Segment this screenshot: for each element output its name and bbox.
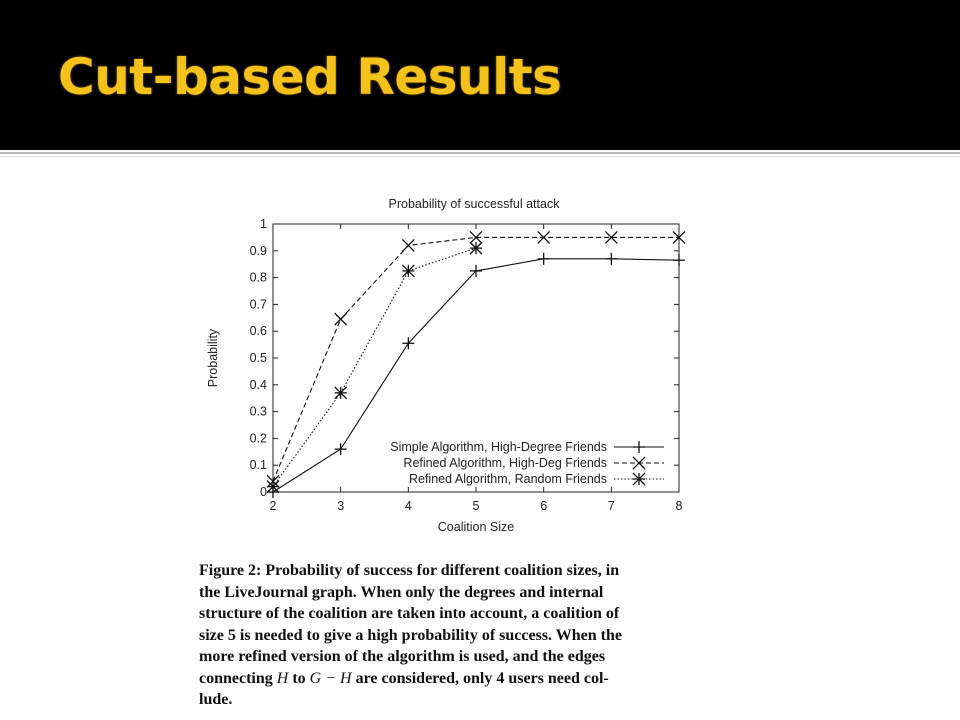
x-tick-label: 5 <box>472 499 480 513</box>
y-tick-label: 0.3 <box>249 404 267 419</box>
caption-line: more refined version of the algorithm is used, and the edges <box>199 648 606 665</box>
legend-marker <box>633 473 645 485</box>
x-tick-label: 3 <box>337 499 345 513</box>
y-tick-label: 1 <box>260 217 267 231</box>
x-tick-label: 6 <box>540 499 548 513</box>
y-tick-label: 0.4 <box>249 377 267 392</box>
caption-text: connecting <box>199 669 277 687</box>
y-tick-label: 0.6 <box>249 324 267 339</box>
data-point <box>335 387 347 399</box>
legend <box>390 440 664 486</box>
data-point <box>335 313 347 325</box>
data-point <box>673 254 685 266</box>
data-point <box>402 265 414 277</box>
data-point <box>335 443 347 455</box>
y-tick-label: 0.8 <box>249 270 267 285</box>
y-axis-label: Probability <box>206 328 220 388</box>
caption-line: structure of the coalition are taken into account, a coalition of <box>199 605 620 622</box>
y-tick-label: 0.9 <box>249 243 267 258</box>
slide-title: Cut-based Results <box>58 48 562 106</box>
caption-line <box>199 668 677 690</box>
figure-caption <box>199 560 677 711</box>
x-tick-label: 7 <box>607 499 615 513</box>
legend-marker <box>633 441 645 453</box>
data-point <box>605 253 617 265</box>
data-point <box>267 481 279 493</box>
y-tick-label: 0.7 <box>249 297 267 312</box>
data-point <box>402 239 414 251</box>
y-tick-label: 0.2 <box>249 431 267 446</box>
x-tick-label: 8 <box>675 499 683 513</box>
caption-line: lude. <box>199 691 233 708</box>
caption-line: the LiveJournal graph. When only the degrees and internal <box>199 583 604 601</box>
caption-line: size 5 is needed to give a high probability of success. When the <box>199 626 622 644</box>
x-tick-label: 4 <box>404 499 412 513</box>
caption-text: to <box>288 669 310 687</box>
data-point <box>470 242 482 254</box>
data-point <box>538 253 550 265</box>
legend-label: Refined Algorithm, Random Friends <box>408 472 607 486</box>
legend-label: Refined Algorithm, High-Deg Friends <box>403 456 607 470</box>
y-tick-label: 0.5 <box>249 351 267 365</box>
math-var-g-minus-h: G − H <box>309 669 352 687</box>
legend-label: Simple Algorithm, High-Degree Friends <box>390 440 607 454</box>
y-tick-label: 0.1 <box>249 458 267 473</box>
math-var-h: H <box>276 669 289 687</box>
caption-text: are considered, only 4 users need col- <box>351 669 609 687</box>
data-point <box>538 231 550 243</box>
y-tick-label: 0 <box>260 485 267 499</box>
chart-title: Probability of successful attack <box>388 197 560 211</box>
caption-line: Figure 2: Probability of success for different coalition sizes, in <box>199 562 620 579</box>
x-axis-label: Coalition Size <box>437 520 515 534</box>
x-tick-label: 2 <box>269 499 277 513</box>
